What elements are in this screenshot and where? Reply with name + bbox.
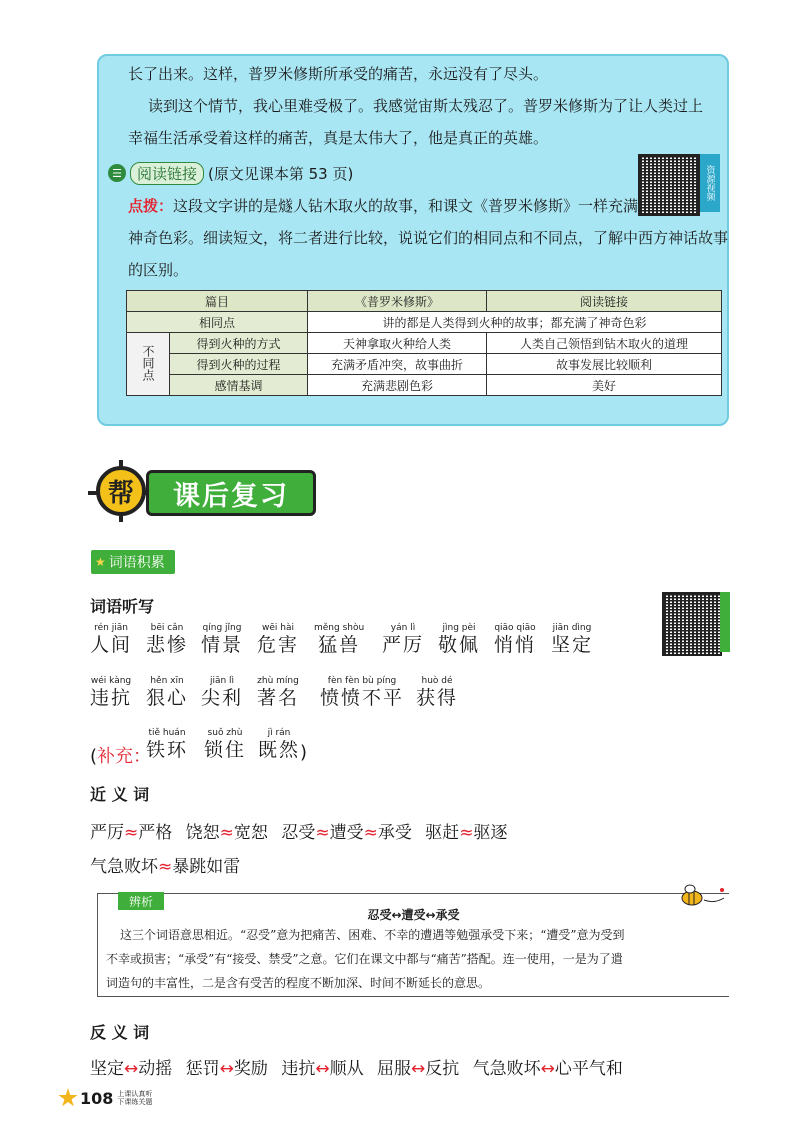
pinyin: tiě huán — [148, 728, 186, 738]
analysis-line: 这三个词语意思相近。“忍受”意为把痛苦、困难、不幸的遭遇等勉强承受下来；“遭受”意为受到 — [120, 928, 625, 942]
section-title: 课后复习 — [146, 470, 316, 516]
hanzi: 人间 — [90, 634, 133, 656]
table-cell: 人类自己领悟到钻木取火的道理 — [487, 333, 722, 354]
table-header: 篇目 — [127, 291, 308, 312]
pinyin: fèn fèn bù píng — [327, 676, 397, 686]
dictation-title: 词语听写 — [90, 597, 155, 616]
hanzi: 敬佩 — [438, 634, 481, 656]
synonym-title: 近 义 词 — [90, 785, 150, 804]
dictation-word — [257, 676, 299, 709]
hanzi: 著名 — [257, 687, 300, 709]
table-cell: 美好 — [487, 375, 722, 396]
analysis-box — [97, 893, 729, 997]
dictation-word — [201, 623, 243, 656]
supplement-label: 补充： — [97, 746, 152, 767]
table-cell: 充满矛盾冲突，故事曲折 — [308, 354, 487, 375]
hanzi: 尖利 — [201, 687, 244, 709]
reading-link-note: (原文见课本第 53 页) — [208, 164, 354, 183]
table-row — [127, 375, 722, 396]
hint-line: 神奇色彩。细读短文，将二者进行比较，说说它们的相同点和不同点，了解中西方神话故事 — [128, 229, 729, 247]
hint-line: 的区别。 — [128, 261, 189, 279]
pinyin: jì rán — [267, 728, 291, 738]
dictation-word — [438, 623, 480, 656]
hanzi: 违抗 — [90, 687, 133, 709]
table-cell: 得到火种的方式 — [170, 333, 308, 354]
hint-text: 这段文字讲的是燧人钻木取火的故事，和课文《普罗米修斯》一样充满 — [173, 197, 639, 215]
antonyms-line: 坚定↔动摇 惩罚↔奖励 违抗↔顺从 屈服↔反抗 气急败坏↔心平气和 — [90, 1059, 623, 1079]
hanzi: 既然 — [258, 739, 301, 761]
dictation-word — [320, 676, 404, 709]
pinyin: huò dé — [421, 676, 453, 686]
table-row — [127, 354, 722, 375]
pinyin: jiān lì — [209, 676, 235, 686]
resource-video-tab[interactable]: 资源视频 — [700, 154, 720, 212]
dictation-word — [90, 623, 132, 656]
paren: ) — [300, 742, 308, 763]
hanzi: 悄悄 — [494, 634, 537, 656]
pinyin: měng shòu — [314, 623, 365, 633]
pinyin: jiān dìng — [552, 623, 592, 633]
analysis-tab: 辨析 — [118, 892, 164, 910]
dictation-word — [146, 676, 188, 709]
dictation-word — [494, 623, 536, 656]
dictation-word — [257, 623, 299, 656]
page-number — [58, 1086, 161, 1110]
table-cell: 天神拿取火种给人类 — [308, 333, 487, 354]
dictation-word — [90, 676, 132, 709]
synonyms-line: 严厉≈严格 饶恕≈宽恕 忍受≈遭受≈承受 驱赶≈驱逐 — [90, 823, 508, 843]
table-row — [127, 312, 722, 333]
hanzi: 锁住 — [204, 739, 247, 761]
pinyin: bēi cǎn — [150, 623, 184, 633]
hint-key: 点拨： — [128, 197, 174, 215]
badge-circle: 帮 — [96, 466, 146, 516]
pinyin: wēi hài — [262, 623, 294, 633]
panel-line: 幸福生活承受着这样的痛苦，真是太伟大了，他是真正的英雄。 — [128, 129, 549, 147]
pinyin: yán lì — [390, 623, 416, 633]
table-cell: 感情基调 — [170, 375, 308, 396]
hanzi: 猛兽 — [318, 634, 361, 656]
reading-link-heading — [108, 162, 353, 184]
analysis-line: 词造句的丰富性，二是含有受苦的程度不断加深、时间不断延长的意思。 — [106, 976, 491, 990]
dictation-word — [416, 676, 458, 709]
dictation-word — [314, 623, 364, 656]
table-cell: 讲的都是人类得到火种的故事；都充满了神奇色彩 — [308, 312, 722, 333]
pinyin: jìng pèi — [442, 623, 476, 633]
pinyin: suǒ zhù — [207, 728, 243, 738]
table-cell: 故事发展比较顺利 — [487, 354, 722, 375]
dictation-word — [146, 728, 188, 761]
hanzi: 严厉 — [382, 634, 425, 656]
dictation-word — [204, 728, 246, 761]
antonym-title: 反 义 词 — [90, 1023, 150, 1042]
qr-tab — [720, 592, 730, 652]
dictation-word — [146, 623, 188, 656]
supplement-line — [90, 742, 151, 768]
dictation-word — [551, 623, 593, 656]
vocab-tag-label: 词语积累 — [108, 555, 165, 571]
analysis-line: 不幸或损害；“承受”有“接受、禁受”之意。它们在课文中都与“痛苦”搭配。连一使用，一是为了遣 — [106, 952, 623, 966]
panel-line: 长了出来。这样，普罗米修斯所承受的痛苦，永远没有了尽头。 — [128, 65, 549, 83]
paren: ( — [90, 746, 98, 767]
table-header-row — [127, 291, 722, 312]
pinyin: qíng jǐng — [202, 623, 242, 633]
hanzi: 坚定 — [551, 634, 594, 656]
dictation-word — [258, 728, 300, 761]
star-icon: ★ — [95, 555, 106, 569]
qr-code-icon[interactable] — [638, 154, 700, 216]
synonyms-line: 气急败坏≈暴跳如雷 — [90, 857, 241, 877]
hanzi: 获得 — [416, 687, 459, 709]
hanzi: 愤愤不平 — [320, 687, 405, 709]
page-number-text: 108 — [80, 1088, 114, 1108]
reading-link-label: 阅读链接 — [130, 162, 204, 185]
table-cell: 得到火种的过程 — [170, 354, 308, 375]
hanzi: 悲惨 — [146, 634, 189, 656]
panel-line: 读到这个情节，我心里难受极了。我感觉宙斯太残忍了。普罗米修斯为了让人类过上 — [148, 97, 704, 115]
pinyin: qiāo qiāo — [494, 623, 536, 633]
bee-icon — [678, 882, 728, 910]
table-header: 阅读链接 — [487, 291, 722, 312]
dictation-word — [201, 676, 243, 709]
hanzi: 危害 — [257, 634, 300, 656]
table-row — [127, 333, 722, 354]
diff-label: 不同点 — [141, 344, 155, 381]
pinyin: hěn xīn — [150, 676, 184, 686]
hint-line — [128, 196, 638, 216]
pinyin: wéi kàng — [90, 676, 132, 686]
book-icon: ☰ — [108, 164, 126, 182]
vocab-tag — [91, 550, 175, 574]
hanzi: 铁环 — [146, 739, 189, 761]
star-icon — [58, 1088, 78, 1108]
pinyin: rén jiān — [94, 623, 128, 633]
table-cell-diff-label — [127, 333, 170, 396]
dictation-word — [382, 623, 424, 656]
qr-code-icon[interactable] — [662, 592, 722, 656]
page-slogan: 上课认真听 下课练关题 — [117, 1090, 153, 1106]
pinyin: zhù míng — [257, 676, 299, 686]
hanzi: 情景 — [201, 634, 244, 656]
section-banner — [88, 460, 320, 526]
comparison-table — [126, 290, 722, 396]
table-header: 《普罗米修斯》 — [308, 291, 487, 312]
hanzi: 狠心 — [146, 687, 189, 709]
table-cell: 相同点 — [127, 312, 308, 333]
table-cell: 充满悲剧色彩 — [308, 375, 487, 396]
analysis-heading: 忍受↔遭受↔承受 — [367, 908, 460, 922]
